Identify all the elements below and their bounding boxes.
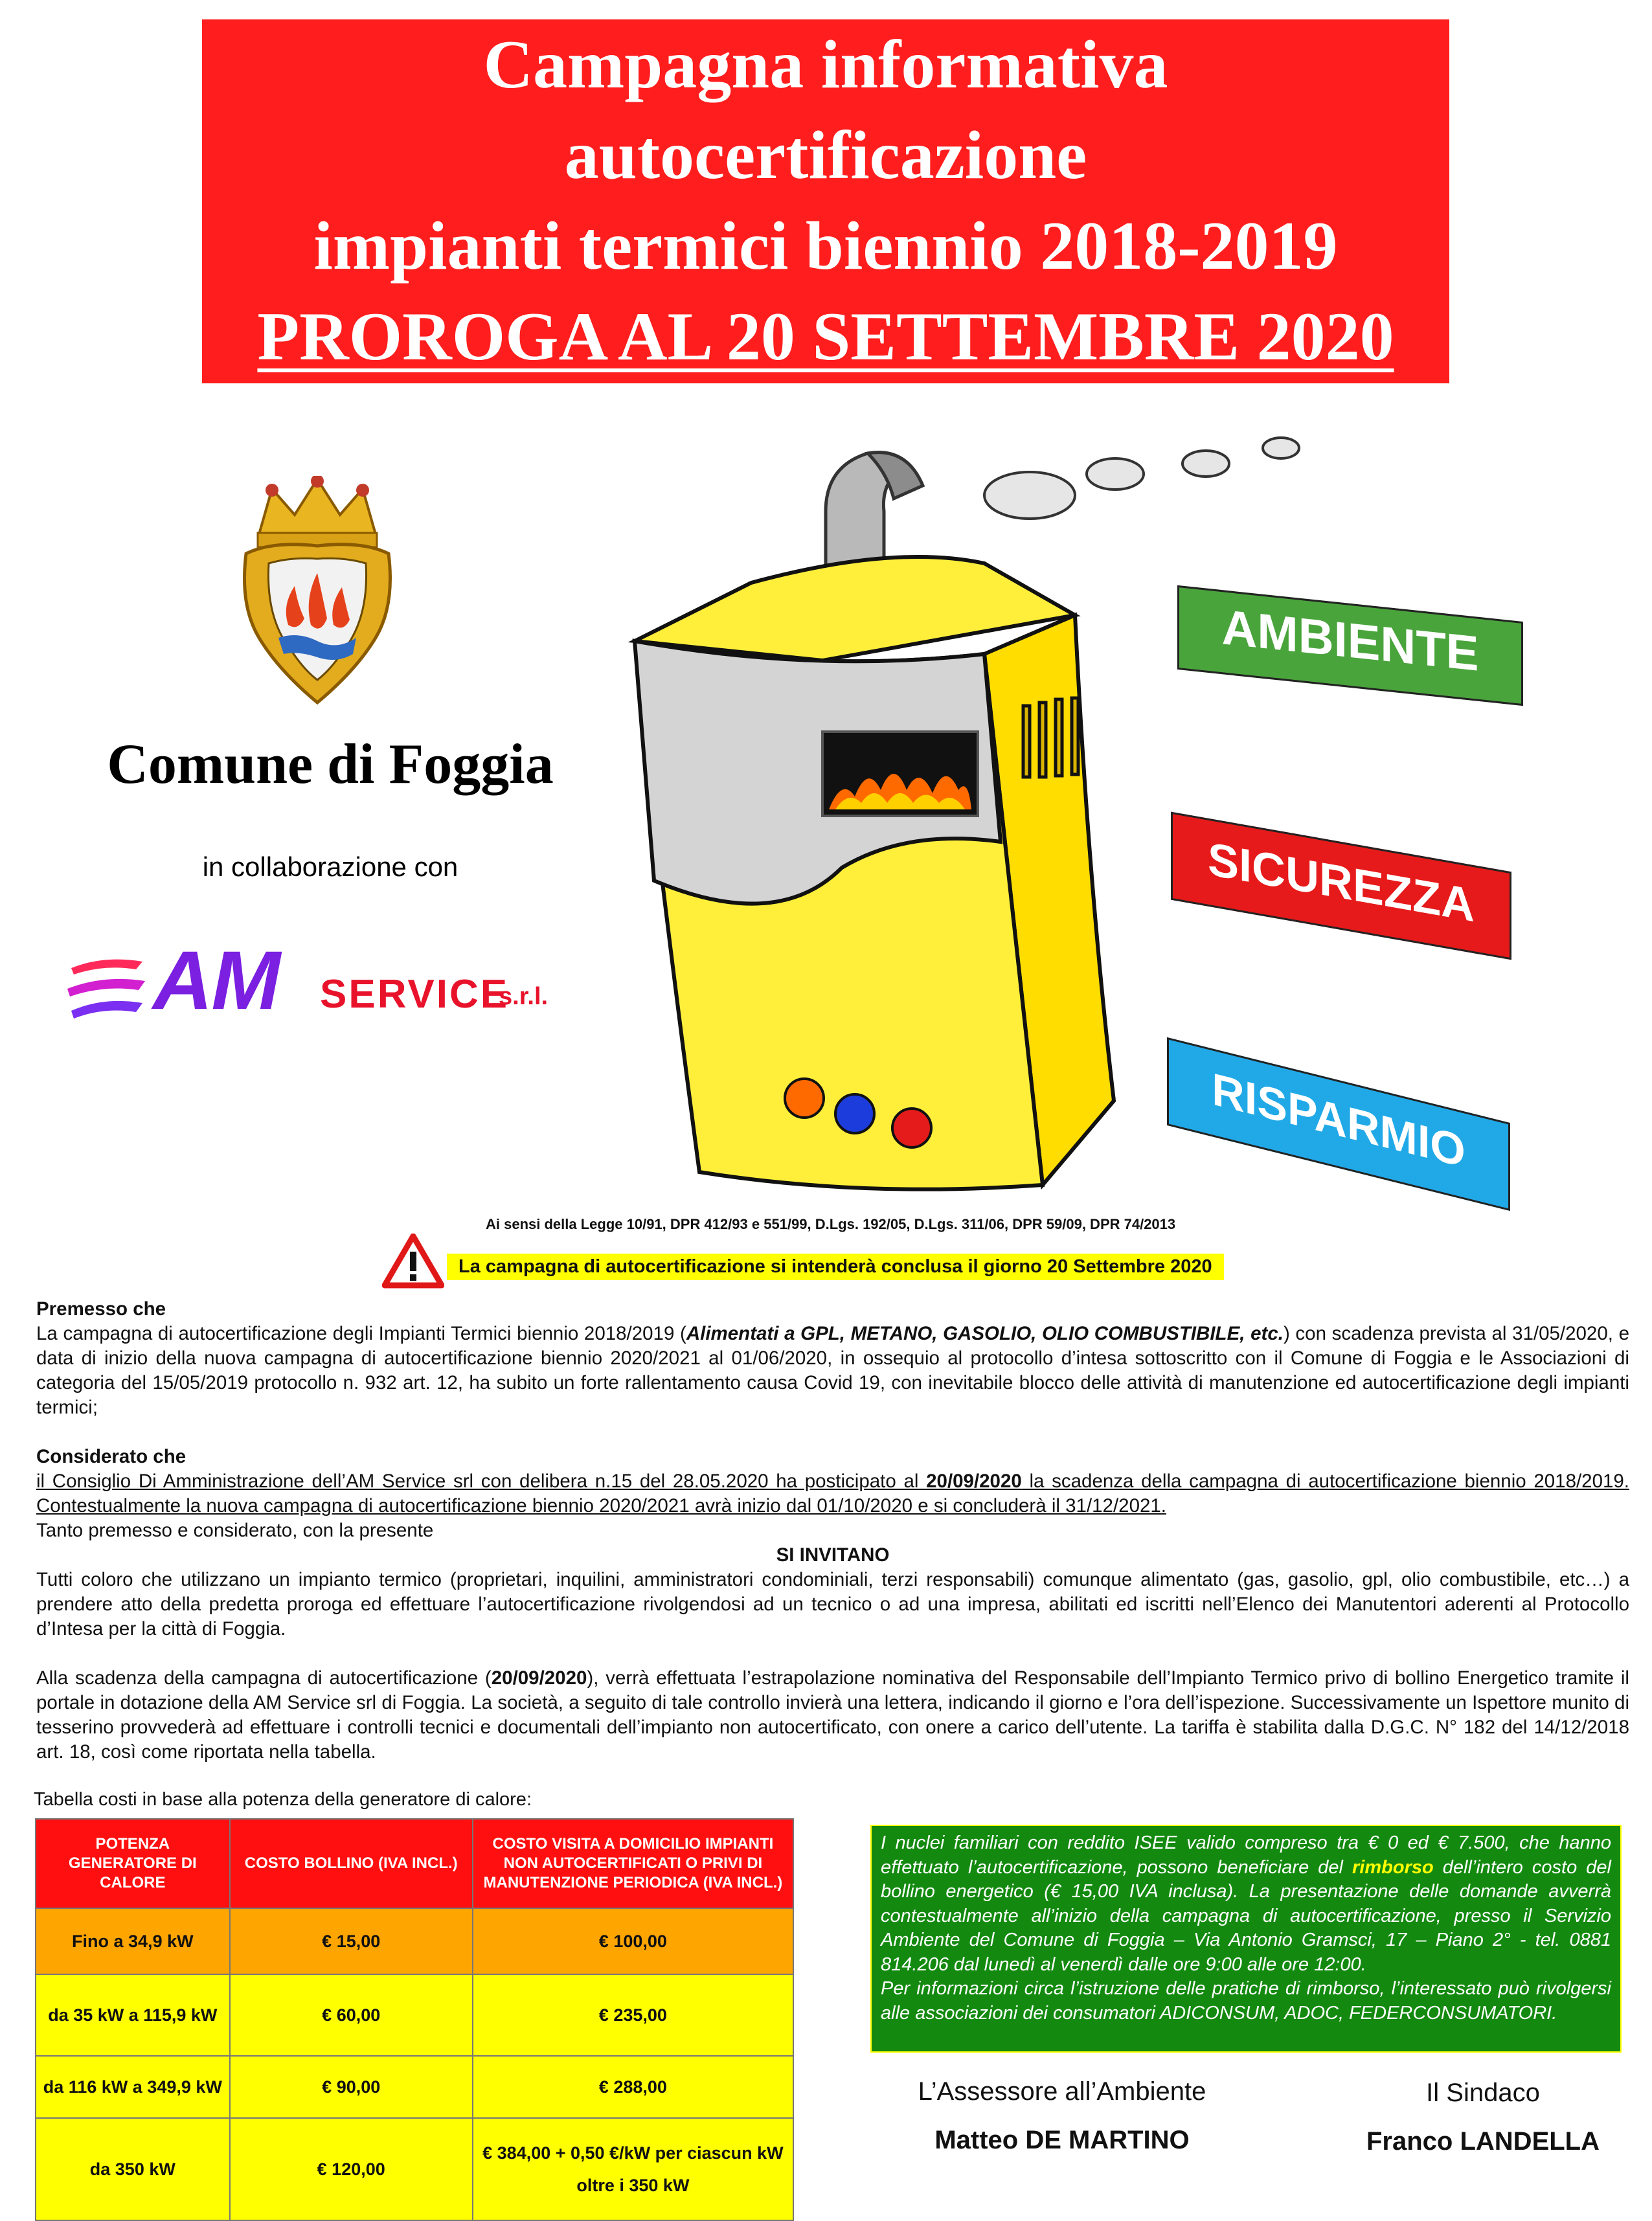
considerato-heading: Considerato che bbox=[36, 1446, 187, 1467]
table-row bbox=[36, 2056, 793, 2118]
table-row bbox=[36, 1908, 793, 1974]
scadenza-text-b: ), verrà effettuata l’estrapolazione nominativa del Responsabile dell’Impianto Termico privo di bollino Energetico tramite il portale in dotazione della AM Service srl di Foggia. La società, a seguito di tale controllo invierà una lettera, indicando il giorno e l’ora dell’ispezione. Successivamente un Ispettore munito di tesserino provvederà ad effettuare i controlli tecnici e documentali dell’impianto non autocertificato, con onere a carico dell’utente. La tariffa è stabilita dalla D.G.C. N° 182 del 14/12/2018 art. 18, così come riportata nella tabella. bbox=[36, 1667, 1629, 1763]
premesso-paragraph bbox=[36, 1322, 1629, 1420]
legal-reference: Ai sensi della Legge 10/91, DPR 412/93 e 551/99, D.Lgs. 192/05, D.Lgs. 311/06, DPR 59/09, DPR 74/2013 bbox=[486, 1216, 1176, 1232]
table-cell: € 90,00 bbox=[230, 2056, 473, 2118]
premesso-fuels: Alimentati a GPL, METANO, GASOLIO, OLIO COMBUSTIBILE, etc. bbox=[686, 1323, 1284, 1344]
table-cell: € 100,00 bbox=[473, 1908, 793, 1974]
table-cell: € 235,00 bbox=[473, 1974, 793, 2056]
deadline-notice: La campagna di autocertificazione si intenderà conclusa il giorno 20 Settembre 2020 bbox=[447, 1254, 1224, 1280]
table-header-row bbox=[36, 1819, 793, 1908]
sindaco-name: Franco LANDELLA bbox=[1366, 2127, 1600, 2156]
signature-sindaco bbox=[1321, 2079, 1645, 2156]
logo-am-text: AM bbox=[153, 934, 280, 1027]
warning-icon bbox=[382, 1234, 444, 1289]
scadenza-date: 20/09/2020 bbox=[491, 1667, 587, 1689]
table-cell: da 116 kW a 349,9 kW bbox=[36, 2056, 230, 2118]
table-header: COSTO BOLLINO (IVA INCL.) bbox=[230, 1819, 473, 1908]
assessore-name: Matteo DE MARTINO bbox=[934, 2126, 1190, 2154]
body-text bbox=[36, 1297, 1629, 1764]
collaboration-label: in collaborazione con bbox=[202, 851, 458, 882]
table-cell: € 288,00 bbox=[473, 2056, 793, 2118]
rimborso-box bbox=[870, 1825, 1622, 2053]
banner-line-3: impianti termici biennio 2018-2019 bbox=[313, 208, 1338, 284]
assessore-role: L’Assessore all’Ambiente bbox=[918, 2077, 1206, 2106]
rimborso-text-c: Per informazioni circa l’istruzione delle pratiche di rimborso, l’interessato può rivolgersi alle associazioni dei consumatori ADICONSUM, ADOC, FEDERCONSUMATORI. bbox=[881, 1978, 1611, 2024]
table-cell: da 350 kW bbox=[36, 2118, 230, 2220]
table-cell: da 35 kW a 115,9 kW bbox=[36, 1974, 230, 2056]
tanto-line: Tanto premesso e considerato, con la presente bbox=[36, 1520, 434, 1541]
city-crest-icon bbox=[233, 476, 402, 709]
banner-line-4: PROROGA AL 20 SETTEMBRE 2020 bbox=[257, 299, 1394, 374]
sindaco-role: Il Sindaco bbox=[1426, 2079, 1540, 2107]
logo-service-text: SERVICE bbox=[320, 972, 510, 1017]
table-cell: € 120,00 bbox=[230, 2118, 473, 2220]
tag-risparmio: RISPARMIO bbox=[1167, 1037, 1510, 1211]
table-header: POTENZA GENERATORE DI CALORE bbox=[36, 1819, 230, 1908]
header-banner bbox=[202, 19, 1449, 383]
considerato-paragraph bbox=[36, 1469, 1629, 1518]
rimborso-highlight: rimborso bbox=[1352, 1856, 1434, 1878]
table-cell: € 60,00 bbox=[230, 1974, 473, 2056]
signature-assessore bbox=[861, 2077, 1263, 2155]
table-cell: € 384,00 + 0,50 €/kW per ciascun kW oltre i 350 kW bbox=[473, 2118, 793, 2220]
si-invitano: SI INVITANO bbox=[776, 1544, 890, 1566]
tag-sicurezza: SICUREZZA bbox=[1171, 812, 1511, 960]
banner-line-1: Campagna informativa bbox=[483, 27, 1168, 102]
am-service-logo-icon bbox=[65, 949, 149, 1026]
table-header: COSTO VISITA A DOMICILIO IMPIANTI NON AUTOCERTIFICATI O PRIVI DI MANUTENZIONE PERIODICA (IVA INCL.) bbox=[473, 1819, 793, 1908]
table-caption: Tabella costi in base alla potenza della generatore di calore: bbox=[34, 1789, 532, 1810]
tutti-paragraph: Tutti coloro che utilizzano un impianto termico (proprietari, inquilini, amministratori condominiali, terzi responsabili) comunque alimentato (gas, gasolio, gpl, olio combustibile, etc…) a prendere atto della predetta proroga ed effettuare l’autocertificazione rivolgendosi ad un tecnico o ad una impresa, abilitati ed iscritti nell’Elenco dei Manutentori aderenti al Protocollo d’Intesa per la città di Foggia. bbox=[36, 1569, 1629, 1640]
table-row bbox=[36, 2118, 793, 2220]
rimborso-text-a: I nuclei familiari con reddito ISEE valido compreso tra € 0 ed € 7.500, che hanno effettuato l’autocertificazione, possono beneficiare del bbox=[881, 1832, 1611, 1878]
premesso-text-b: ) con scadenza prevista al 31/05/2020, e data di inizio della nuova campagna di autocertificazione biennio 2020/2021 al 01/06/2020, in ossequio al protocollo d’intesa sottoscritto con il Comune di Foggia e le Associazioni di categoria del 15/05/2019 protocollo n. 932 art. 12, ha subito un forte rallentamento causa Covid 19, con inevitabile blocco delle attività di manutenzione ed autocertificazione degli impianti termici; bbox=[36, 1323, 1629, 1418]
logo-srl-text: s.r.l. bbox=[499, 983, 549, 1010]
cost-table bbox=[35, 1818, 794, 2221]
table-row bbox=[36, 1974, 793, 2056]
table-cell: Fino a 34,9 kW bbox=[36, 1908, 230, 1974]
premesso-text-a: La campagna di autocertificazione degli Impianti Termici biennio 2018/2019 ( bbox=[36, 1323, 686, 1344]
considerato-text-b: la scadenza della campagna di autocertificazione biennio 2018/2019. Contestualmente la nuova campagna di autocertificazione biennio 2020/2021 avrà inizio dal 01/10/2020 e si concluderà il 31/12/2021. bbox=[36, 1471, 1629, 1516]
city-name: Comune di Foggia bbox=[107, 733, 554, 796]
tag-ambiente: AMBIENTE bbox=[1177, 585, 1523, 706]
considerato-text-a: il Consiglio Di Amministrazione dell’AM Service srl con delibera n.15 del 28.05.2020 ha posticipato al bbox=[36, 1471, 927, 1492]
premesso-heading: Premesso che bbox=[36, 1298, 166, 1320]
banner-line-2: autocertificazione bbox=[564, 117, 1087, 193]
scadenza-paragraph bbox=[36, 1666, 1629, 1764]
table-cell: € 15,00 bbox=[230, 1908, 473, 1974]
scadenza-text-a: Alla scadenza della campagna di autocertificazione ( bbox=[36, 1667, 492, 1689]
considerato-date: 20/09/2020 bbox=[926, 1471, 1022, 1492]
rimborso-text-b: dell’intero costo del bollino energetico (€ 15,00 IVA inclusa). La presentazione delle domande avverrà contestualmente all’inizio della campagna di autocertificazione, presso il Servizio Ambiente del Comune di Foggia – Via Antonio Gramsci, 17 – Piano 2° - tel. 0881 814.206 dal lunedì al venerdì dalle ore 9:00 alle ore 12:00. bbox=[881, 1856, 1611, 1975]
